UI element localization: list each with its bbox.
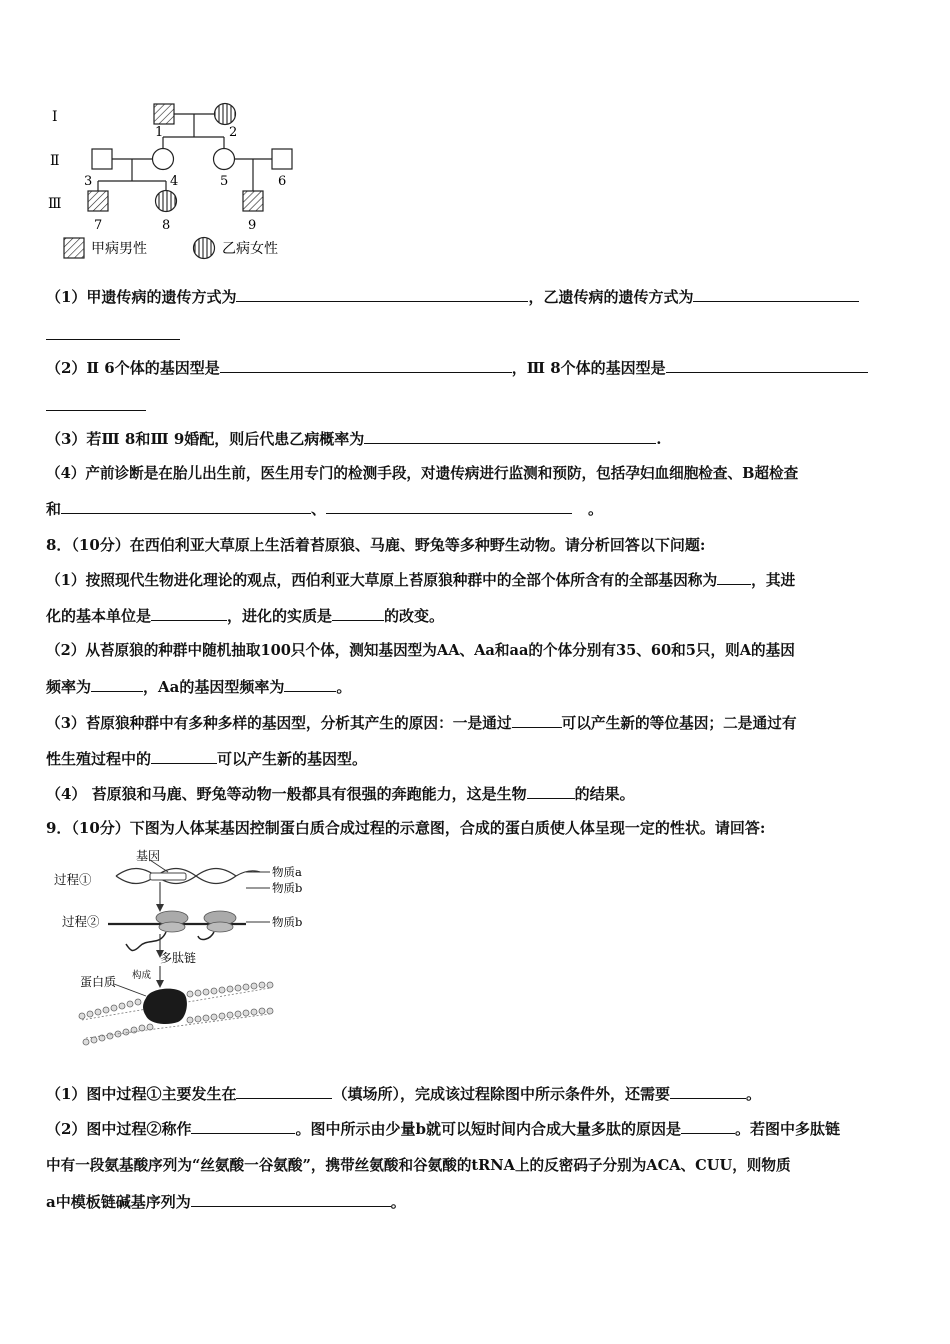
blank-q8-3a[interactable] (512, 713, 562, 728)
individual-8 (156, 191, 177, 212)
label-4: 4 (170, 174, 179, 189)
blank-q8-1a[interactable] (717, 570, 751, 585)
q9-heading: 9．（10分）下图为人体某基因控制蛋白质合成过程的示意图，合成的蛋白质使人体呈现一定的性状。请回答: (46, 819, 766, 837)
individual-5 (214, 149, 235, 170)
label-3: 3 (84, 174, 93, 189)
label-6: 6 (278, 174, 287, 189)
blank-q8-1b[interactable] (151, 606, 227, 621)
blank-q8-2a[interactable] (91, 677, 143, 692)
blank-q7-2b-cont[interactable] (46, 410, 146, 411)
q7-part4-cont: 和 、 。 (46, 500, 604, 518)
q9-part2: （2）图中过程②称作 。图中所示由少量b就可以短时间内合成大量多肽的原因是 。若图中多肽链 (46, 1120, 840, 1138)
q9-part2-end: a中模板链碱基序列为 。 (46, 1193, 406, 1211)
label-7: 7 (94, 218, 103, 233)
fig-polypeptide-label: 多肽链 (160, 951, 197, 965)
legend-female-b-label: 乙病女性 (222, 241, 278, 257)
blank-q7-1b-cont[interactable] (46, 339, 180, 340)
blank-q9-1b[interactable] (670, 1084, 746, 1099)
q9-part1: （1）图中过程①主要发生在 （填场所），完成该过程除图中所示条件外，还需要 。 (46, 1085, 761, 1103)
fig-gene-label: 基因 (136, 849, 161, 863)
individual-7 (88, 191, 108, 211)
blank-q7-1a[interactable] (236, 287, 528, 302)
label-8: 8 (162, 218, 171, 233)
legend-male-a-label: 甲病男性 (91, 241, 147, 257)
individual-4 (153, 149, 174, 170)
fig-substance-a: 物质a (272, 865, 302, 879)
blank-q9-2c[interactable] (191, 1192, 391, 1207)
blank-q7-2b[interactable] (666, 358, 868, 373)
blank-q7-4a[interactable] (61, 499, 311, 514)
label-9: 9 (248, 218, 257, 233)
blank-q8-1c[interactable] (332, 606, 384, 621)
individual-3 (92, 149, 112, 169)
fig-substance-b1: 物质b (272, 881, 303, 895)
gen-label-1: Ⅰ (52, 109, 58, 125)
q9-part2-cont: 中有一段氨基酸序列为“丝氨酸一谷氨酸”，携带丝氨酸和谷氨酸的tRNA上的反密码子分别为ACA、CUU，则物质 (46, 1157, 791, 1174)
legend-male-a-symbol (64, 238, 84, 258)
q8-part3: （3）苔原狼种群中有多种多样的基因型，分析其产生的原因：一是通过 可以产生新的等位基因；二是通过有 (46, 715, 797, 732)
blank-q8-4[interactable] (527, 784, 575, 799)
q8-heading: 8．（10分）在西伯利亚大草原上生活着苔原狼、马鹿、野兔等多种野生动物。请分析回答以下问题: (46, 536, 706, 554)
q7-part1: （1）甲遗传病的遗传方式为 ，乙遗传病的遗传方式为 (46, 287, 904, 307)
fig-compose-label: 构成 (132, 970, 152, 981)
gen-label-2: Ⅱ (50, 153, 60, 169)
blank-q7-3[interactable] (364, 429, 656, 444)
blank-q7-2a[interactable] (220, 358, 512, 373)
legend-female-b-symbol (194, 238, 215, 259)
q7-part2: （2）Ⅱ 6个体的基因型是 ，Ⅲ 8个体的基因型是 (46, 358, 904, 378)
blank-q7-4b[interactable] (326, 499, 572, 514)
q8-part2-cont: 频率为 ，Aa的基因型频率为 。 (46, 678, 352, 696)
blank-q8-3b[interactable] (151, 749, 217, 764)
label-5: 5 (220, 174, 229, 189)
blank-q9-1a[interactable] (236, 1084, 332, 1099)
blank-q7-1b[interactable] (693, 287, 859, 302)
fig-process1-label: 过程① (54, 872, 92, 887)
q8-part3-cont: 性生殖过程中的 可以产生新的基因型。 (46, 750, 368, 768)
q8-part1-cont: 化的基本单位是 ，进化的实质是 的改变。 (46, 607, 445, 625)
fig-protein-label: 蛋白质 (80, 975, 117, 989)
pedigree-chart (46, 95, 316, 265)
label-1: 1 (155, 125, 164, 140)
fig-substance-b2: 物质b (272, 915, 303, 929)
fig-process2-label: 过程② (62, 914, 100, 929)
gen-label-3: Ⅲ (48, 196, 62, 212)
q7-part3: （3）若Ⅲ 8和Ⅲ 9婚配，则后代患乙病概率为 . (46, 430, 662, 448)
label-2: 2 (229, 125, 238, 140)
individual-1 (154, 104, 174, 124)
blank-q8-2b[interactable] (284, 677, 336, 692)
blank-q9-2b[interactable] (681, 1119, 735, 1134)
q7-part4: （4）产前诊断是在胎儿出生前，医生用专门的检测手段，对遗传病进行监测和预防，包括孕妇血细胞检查、B超检查 (46, 465, 799, 482)
blank-q9-2a[interactable] (191, 1119, 295, 1134)
q8-part4: （4） 苔原狼和马鹿、野兔等动物一般都具有很强的奔跑能力，这是生物 的结果。 (46, 785, 635, 803)
individual-6 (272, 149, 292, 169)
individual-2 (215, 104, 236, 125)
q8-part2: （2）从苔原狼的种群中随机抽取100只个体，测知基因型为AA、Aa和aa的个体分别有35、60和5只，则A的基因 (46, 642, 795, 659)
individual-9 (243, 191, 263, 211)
q8-part1: （1）按照现代生物进化理论的观点，西伯利亚大草原上苔原狼种群中的全部个体所含有的全部基因称为 ，其进 (46, 572, 796, 589)
gene-expression-figure (50, 842, 320, 1052)
